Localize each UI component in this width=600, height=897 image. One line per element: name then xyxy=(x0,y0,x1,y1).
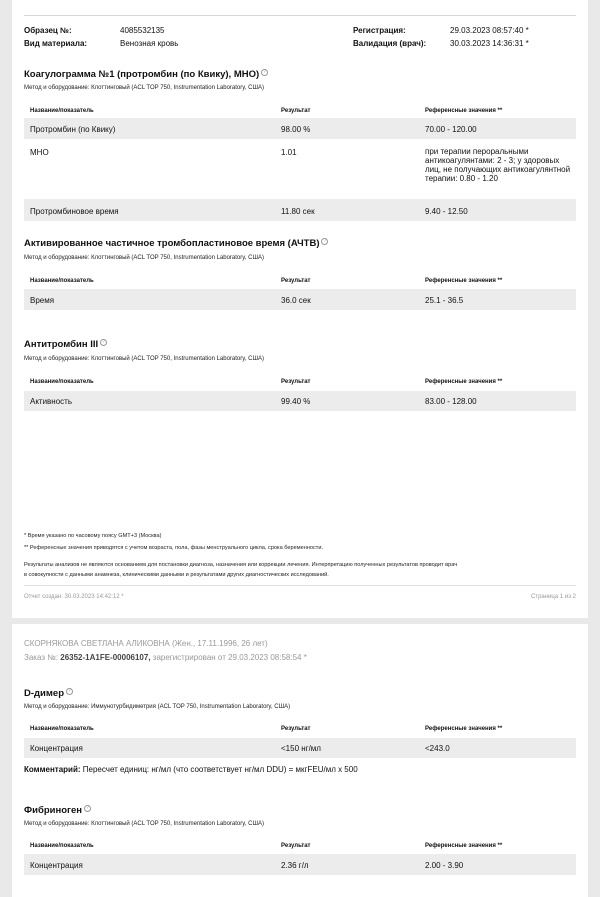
row-name: Время xyxy=(30,296,55,305)
at3-header-name: Название/показатель xyxy=(30,379,94,385)
help-icon[interactable]: ? xyxy=(66,688,73,695)
report-page-1 xyxy=(12,0,588,618)
at3-method: Метод и оборудование: Клоттинговый (ACL TOP 750, Instrumentation Laboratory, США) xyxy=(24,356,264,362)
table-row xyxy=(24,391,576,411)
row-name: МНО xyxy=(30,148,49,157)
ddimer-header-name: Название/показатель xyxy=(30,726,94,732)
page-number: Страница 1 из 2 xyxy=(531,594,576,600)
coag-header-name: Название/показатель xyxy=(30,108,94,114)
note-timezone: * Время указано по часовому поясу GMT+3 (Москва) xyxy=(24,533,162,539)
ddimer-comment: Комментарий: Пересчет единиц: нг/мл (что соответствует нг/мл DDU) = мкгFEU/мл x 500 xyxy=(24,765,358,774)
at3-header-reference: Референсные значения ** xyxy=(425,379,503,385)
help-icon[interactable]: ? xyxy=(84,805,91,812)
aptt-header-result: Результат xyxy=(281,278,311,284)
material-value: Венозная кровь xyxy=(120,39,179,48)
coag-header-result: Результат xyxy=(281,108,311,114)
row-result: 36.0 сек xyxy=(281,296,311,305)
table-row xyxy=(24,139,576,199)
aptt-header-name: Название/показатель xyxy=(30,278,94,284)
note-disclaimer-2: в совокупности с данными анамнеза, клиническими данными и результатами других диагностических исследований. xyxy=(24,572,329,578)
note-reference: ** Референсные значения приводятся с учетом возраста, пола, фазы менструального цикла, срока беременности. xyxy=(24,545,324,551)
fibrinogen-header-result: Результат xyxy=(281,843,311,849)
aptt-header-reference: Референсные значения ** xyxy=(425,278,503,284)
ddimer-header-reference: Референсные значения ** xyxy=(425,726,503,732)
row-reference: 70.00 - 120.00 xyxy=(425,125,477,134)
row-result: 99.40 % xyxy=(281,397,311,406)
fibrinogen-header-reference: Референсные значения ** xyxy=(425,843,503,849)
row-result: 1.01 xyxy=(281,148,297,157)
coag-header-reference: Референсные значения ** xyxy=(425,108,503,114)
row-result: 2.36 г/л xyxy=(281,861,309,870)
table-row xyxy=(24,118,576,139)
table-row xyxy=(24,738,576,758)
aptt-title: Активированное частичное тромбопластиновое время (АЧТВ) ? xyxy=(24,238,328,249)
row-result: 98.00 % xyxy=(281,125,311,134)
coag-title: Коагулограмма №1 (протромбин (по Квику), МНО) ? xyxy=(24,69,268,80)
coag-method: Метод и оборудование: Клоттинговый (ACL TOP 750, Instrumentation Laboratory, США) xyxy=(24,85,264,91)
row-reference: при терапии пероральными антикоагулянтами: 2 - 3; у здоровых лиц, не получающих антикоагулянтной терапии: 0.80 - 1.20 xyxy=(425,147,571,183)
sample-no-label: Образец №: xyxy=(24,26,72,35)
validation-label: Валидация (врач): xyxy=(353,39,427,48)
sample-no-value: 4085532135 xyxy=(120,26,165,35)
row-name: Активность xyxy=(30,397,73,406)
row-name: Протромбиновое время xyxy=(30,207,119,216)
aptt-method: Метод и оборудование: Клоттинговый (ACL TOP 750, Instrumentation Laboratory, США) xyxy=(24,255,264,261)
ddimer-header-result: Результат xyxy=(281,726,311,732)
row-reference: 25.1 - 36.5 xyxy=(425,296,464,305)
material-label: Вид материала: xyxy=(24,39,88,48)
row-name: Протромбин (по Квику) xyxy=(30,125,116,134)
row-reference: 2.00 - 3.90 xyxy=(425,861,464,870)
ddimer-method: Метод и оборудование: Иммунотурбидиметрия (ACL TOP 750, Instrumentation Laboratory, США) xyxy=(24,704,291,710)
help-icon[interactable]: ? xyxy=(100,339,107,346)
registration-label: Регистрация: xyxy=(353,26,406,35)
validation-value: 30.03.2023 14:36:31 * xyxy=(450,39,529,48)
note-disclaimer-1: Результаты анализов не являются основанием для постановки диагноза, назначения или коррекции лечения. Интерпретацию полученных результатов проводит врач xyxy=(24,562,458,568)
order-number: 26352-1A1FE-00006107, xyxy=(60,653,151,662)
row-reference: <243.0 xyxy=(425,744,450,753)
row-result: <150 нг/мл xyxy=(281,744,321,753)
row-result: 11.80 сек xyxy=(281,207,315,216)
ddimer-title: D-димер ? xyxy=(24,688,73,699)
at3-title: Антитромбин III ? xyxy=(24,339,107,350)
fibrinogen-header-name: Название/показатель xyxy=(30,843,94,849)
report-page-2 xyxy=(12,624,588,897)
top-divider xyxy=(24,15,576,16)
fibrinogen-method: Метод и оборудование: Клоттинговый (ACL TOP 750, Instrumentation Laboratory, США) xyxy=(24,821,264,827)
order-info: Заказ №: 26352-1A1FE-00006107, зарегистрирован от 29.03.2023 08:58:54 * xyxy=(24,653,307,662)
row-name: Концентрация xyxy=(30,861,83,870)
report-created: Отчет создан: 30.03.2023 14:42:12 * xyxy=(24,594,124,600)
help-icon[interactable]: ? xyxy=(261,69,268,76)
row-name: Концентрация xyxy=(30,744,83,753)
help-icon[interactable]: ? xyxy=(321,238,328,245)
table-row xyxy=(24,289,576,310)
table-row xyxy=(24,854,576,875)
table-row xyxy=(24,199,576,221)
registration-value: 29.03.2023 08:57:40 * xyxy=(450,26,529,35)
row-reference: 9.40 - 12.50 xyxy=(425,207,468,216)
row-reference: 83.00 - 128.00 xyxy=(425,397,477,406)
fibrinogen-title: Фибриноген ? xyxy=(24,805,91,816)
patient-info: СКОРНЯКОВА СВЕТЛАНА АЛИКОВНА (Жен., 17.11.1996, 26 лет) xyxy=(24,639,268,648)
footer-divider xyxy=(24,585,576,586)
at3-header-result: Результат xyxy=(281,379,311,385)
